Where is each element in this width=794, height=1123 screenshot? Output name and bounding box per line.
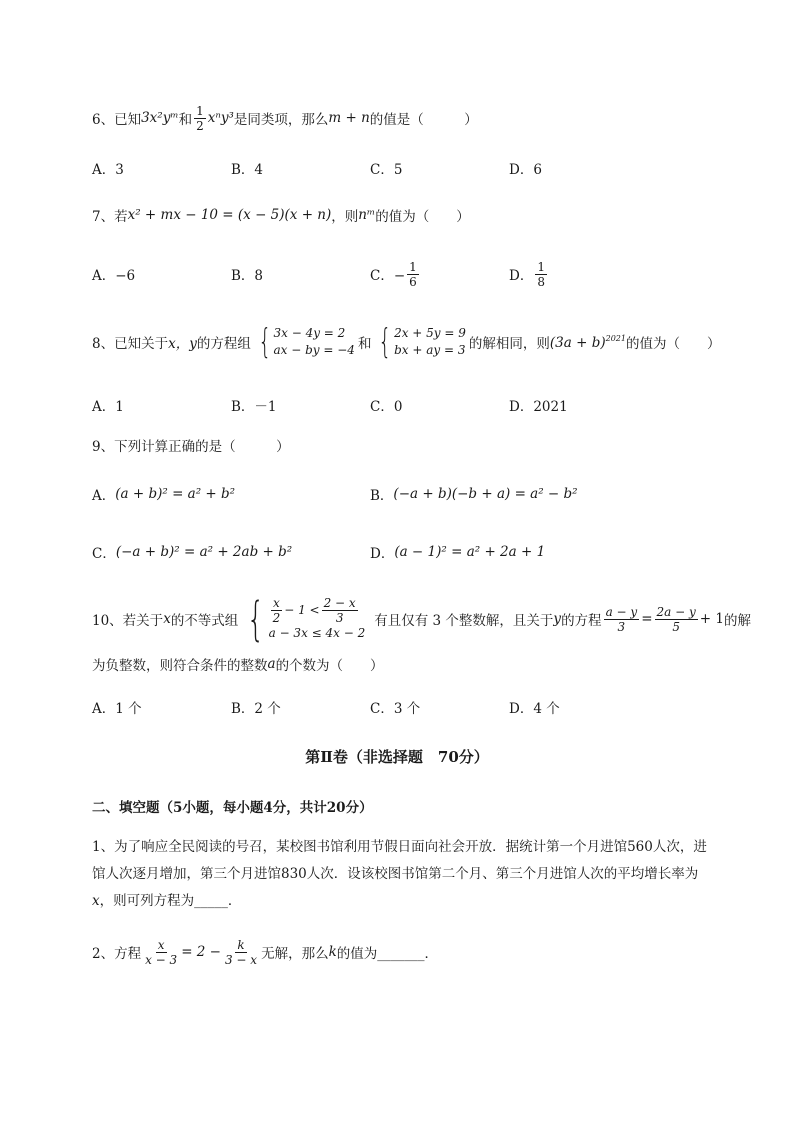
q10-options: [92, 697, 712, 717]
q8-mid2: 的解相同，则: [468, 336, 550, 352]
q9-option-b[interactable]: B． (−a + b)(−b + a) = a² − b²: [370, 486, 578, 504]
q10-option-d[interactable]: D．4 个: [509, 701, 560, 717]
q9-option-a[interactable]: A． (a + b)² = a² + b²: [92, 486, 236, 504]
q10-option-c[interactable]: C．3 个: [370, 701, 421, 717]
q10-inequality-system: { $\frac{x}{2}$ − 1 < $\frac{2 - x}{3}$ a − 3x ≤ 4x − 2: [247, 592, 366, 646]
q9-options-row2: [92, 542, 712, 562]
q6-options: [92, 158, 712, 178]
q7-option-c-fraction: $\frac{1}{6}$: [409, 259, 417, 289]
f2-right-fraction: $\frac{k}{3 - x}$: [224, 937, 258, 967]
q6-fraction: $\frac{1}{2}$: [196, 103, 204, 133]
q10-var: x: [163, 611, 171, 627]
question-10: 10、若关于 x 的不等式组 { $\frac{x}{2}$ − 1 < $\frac{2 - x}{3}$ a − 3x ≤ 4x − 2 有且仅有 3 个整数解，且关于 y 的方程 $\frac{a - y}{3}$ = $\frac{2a - y}{5}$ + 1 的解: [92, 592, 751, 646]
q8-prefix: 8、已知关于: [92, 336, 169, 352]
q10-mid2: 有且仅有 3 个整数解，且关于: [374, 613, 554, 629]
q6-tail: 的值是（ ）: [369, 112, 478, 128]
q8-option-c[interactable]: C．0: [370, 399, 403, 415]
q10-eq-right: $\frac{2a - y}{5}$: [656, 604, 696, 634]
q7-option-d[interactable]: D． $\frac{1}{8}$: [509, 259, 545, 289]
q7-option-c[interactable]: C．− $\frac{1}{6}$: [370, 259, 417, 289]
q7-option-d-fraction: $\frac{1}{8}$: [537, 259, 545, 289]
q9-stem: 9、下列计算正确的是（ ）: [92, 439, 290, 455]
q6-option-b[interactable]: B．4: [231, 162, 264, 178]
question-7: [92, 204, 470, 226]
q10-prefix: 10、若关于: [92, 613, 164, 629]
q7-prefix: 7、若: [92, 209, 128, 225]
q8-option-a[interactable]: A．1: [92, 399, 124, 415]
q10-eq-left: $\frac{a - y}{3}$: [605, 604, 638, 634]
question-6: [92, 103, 478, 133]
q6-mid: 和: [178, 112, 193, 128]
q6-option-a[interactable]: A．3: [92, 162, 124, 178]
q8-options: [92, 395, 712, 415]
q9-option-d[interactable]: D． (a − 1)² = a² + 2a + 1: [370, 544, 546, 562]
question-8: [92, 320, 720, 364]
q7-option-b[interactable]: B．8: [231, 268, 264, 284]
part-2-title: 二、填空题（5小题，每小题4分，共计20分）: [92, 800, 373, 816]
q7-expr: nᵐ: [358, 207, 376, 223]
q8-expr: $(3a + b)^{2021}$: [549, 333, 626, 351]
q6-prefix: 6、已知: [92, 112, 142, 128]
q8-tail: 的值为（ ）: [625, 336, 721, 352]
q6-expr: m + n: [328, 110, 370, 126]
q10-mid1: 的不等式组: [170, 613, 239, 629]
q8-and: 和: [357, 336, 372, 352]
q10-option-b[interactable]: B．2 个: [231, 701, 281, 717]
fill-question-1: 1、为了响应全民阅读的号召，某校图书馆利用节假日面向社会开放．据统计第一个月进馆560人次，进馆人次逐月增加，第三个月进馆830人次．设该校图书馆第二个月、第三个月进馆人次的平均增长率为x，则可列方程为_____．: [92, 839, 707, 909]
q7-options: [92, 258, 712, 290]
q6-term2: xⁿy³: [207, 110, 234, 126]
q6-option-d[interactable]: D．6: [509, 162, 542, 178]
q6-term1: 3x²yᵐ: [141, 110, 179, 126]
fill-question-2: 2、方程 $\frac{x}{x - 3}$ = 2 − $\frac{k}{3 - x}$ 无解，那么 k 的值为_______．: [92, 937, 439, 967]
q10-option-a[interactable]: A．1 个: [92, 701, 142, 717]
q8-system-1: { 3x − 4y = 2 ax − by = −4: [258, 322, 355, 362]
q8-option-b[interactable]: B．－1: [231, 399, 277, 415]
q7-option-a[interactable]: A．−6: [92, 268, 136, 284]
q9-options-row1: [92, 484, 712, 504]
question-10-line2: 为负整数，则符合条件的整数 a 的个数为（ ）: [92, 656, 384, 674]
q8-mid1: 的方程组: [196, 336, 251, 352]
q8-vars: x，y: [168, 336, 197, 352]
q8-option-d[interactable]: D．2021: [509, 399, 568, 415]
q6-option-c[interactable]: C．5: [370, 162, 403, 178]
f2-left-fraction: $\frac{x}{x - 3}$: [145, 937, 178, 967]
q9-option-c[interactable]: C． (−a + b)² = a² + 2ab + b²: [92, 544, 293, 562]
q7-tail: 的值为（ ）: [375, 209, 470, 225]
q10-mid3: 的方程: [561, 613, 602, 629]
question-9: [92, 435, 290, 455]
q6-suffix: 是同类项，那么: [233, 112, 329, 128]
section-2-title: 第Ⅱ卷（非选择题 70分）: [305, 748, 489, 766]
q7-equation: x² + mx − 10 = (x − 5)(x + n): [127, 207, 332, 223]
q10-var2: y: [553, 611, 562, 627]
q7-mid: ，则: [331, 209, 359, 225]
q10-tail: 的解: [723, 613, 751, 629]
q8-system-2: { 2x + 5y = 9 bx + ay = 3: [378, 322, 466, 362]
